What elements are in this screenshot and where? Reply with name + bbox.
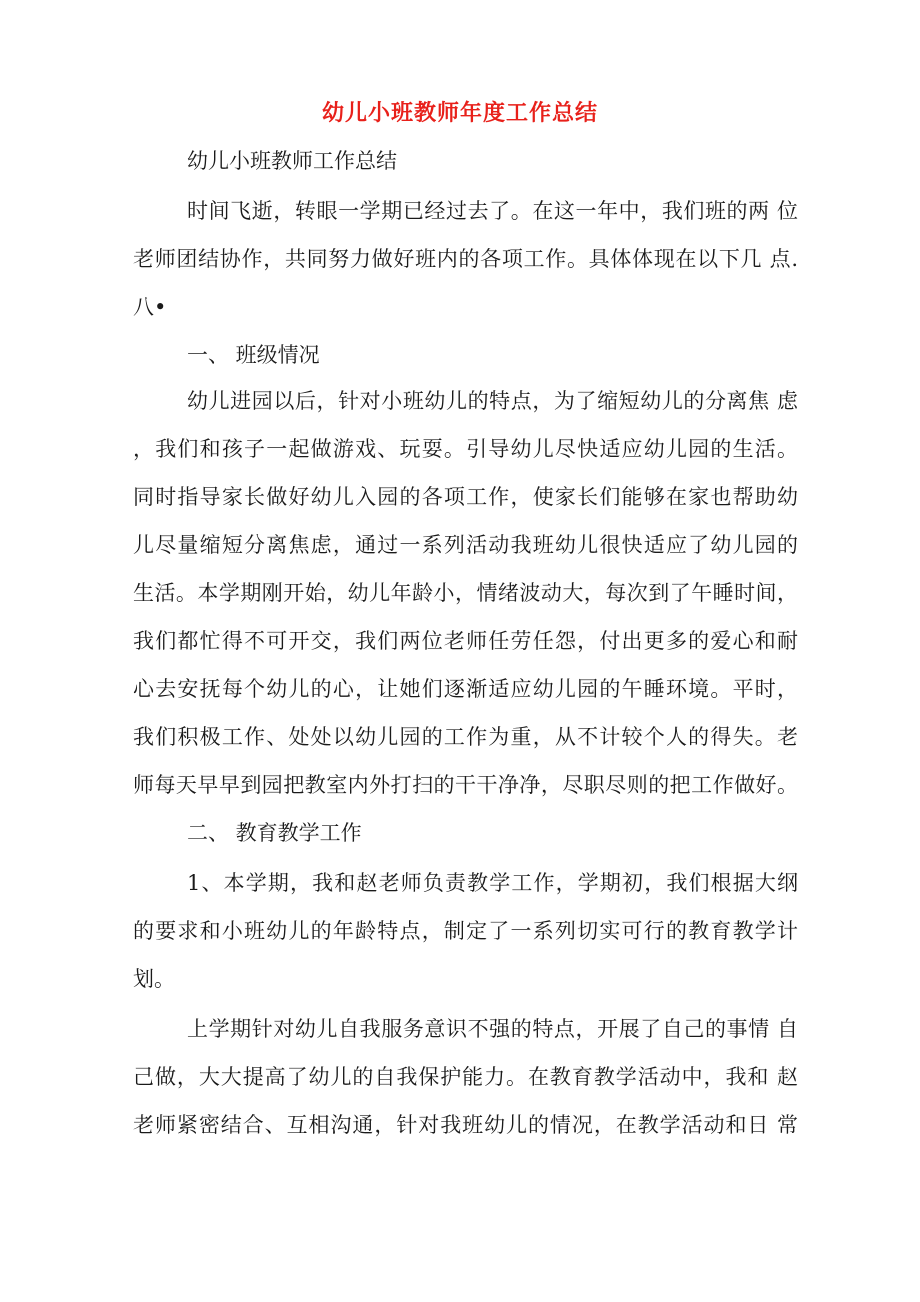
- paragraph-line: 儿尽量缩短分离焦虑，通过一系列活动我班幼儿很快适应了幼儿园的: [133, 533, 798, 557]
- paragraph-line: 我们都忙得不可开交，我们两位老师任劳任怨，付出更多的爱心和耐: [133, 629, 798, 653]
- section-heading: 二、 教育教学工作: [187, 821, 362, 845]
- section-heading: 一、 班级情况: [187, 343, 320, 367]
- paragraph-line: 老师紧密结合、互相沟通，针对我班幼儿的情况，在教学活动和日 常: [133, 1113, 798, 1137]
- document-title: 幼儿小班教师年度工作总结: [321, 100, 598, 126]
- paragraph-line: 老师团结协作，共同努力做好班内的各项工作。具体体现在以下几 点.: [133, 247, 798, 271]
- paragraph-line: ，我们和孩子一起做游戏、玩耍。引导幼儿尽快适应幼儿园的生活。: [133, 437, 798, 461]
- paragraph-line: 1、本学期，我和赵老师负责教学工作，学期初，我们根据大纲: [187, 871, 798, 895]
- paragraph-line: 师每天早早到园把教室内外打扫的干干净净，尽职尽则的把工作做好。: [133, 773, 798, 797]
- paragraph-line: 上学期针对幼儿自我服务意识不强的特点，开展了自己的事情 自: [187, 1017, 798, 1041]
- paragraph-line: 生活。本学期刚开始，幼儿年龄小，情绪波动大，每次到了午睡时间，: [133, 581, 798, 605]
- subtitle: 幼儿小班教师工作总结: [187, 149, 397, 173]
- paragraph-line: 我们积极工作、处处以幼儿园的工作为重，从不计较个人的得失。老: [133, 725, 798, 749]
- paragraph-line: 心去安抚每个幼儿的心，让她们逐渐适应幼儿园的午睡环境。平时，: [133, 677, 798, 701]
- paragraph-line: 同时指导家长做好幼儿入园的各项工作，使家长们能够在家也帮助幼: [133, 485, 798, 509]
- paragraph-line: 幼儿进园以后，针对小班幼儿的特点，为了缩短幼儿的分离焦 虑: [187, 389, 798, 413]
- paragraph-line: 己做，大大提高了幼儿的自我保护能力。在教育教学活动中，我和 赵: [133, 1065, 798, 1089]
- paragraph-line: 划。: [133, 967, 175, 991]
- paragraph-line: 八•: [133, 295, 167, 319]
- paragraph-line: 的要求和小班幼儿的年龄特点，制定了一系列切实可行的教育教学计: [133, 919, 798, 943]
- paragraph-line: 时间飞逝，转眼一学期已经过去了。在这一年中，我们班的两 位: [187, 199, 798, 223]
